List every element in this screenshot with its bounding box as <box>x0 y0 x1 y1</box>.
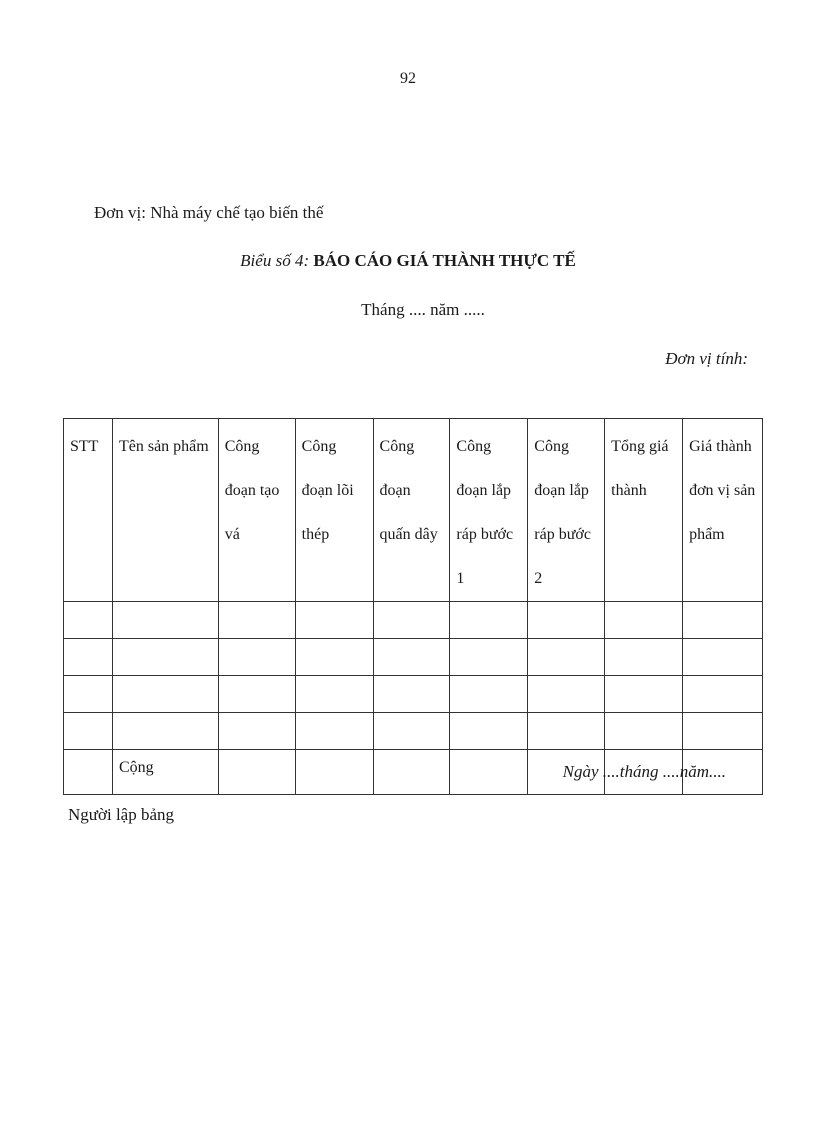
unit-line: Đơn vị: Nhà máy chế tạo biến thế <box>94 203 324 222</box>
table-row <box>64 602 763 639</box>
table-cell <box>112 713 218 750</box>
header-stage-core: Công đoạn lõi thép <box>295 419 373 602</box>
table-cell <box>528 602 605 639</box>
table-cell <box>528 676 605 713</box>
table-cell <box>683 713 763 750</box>
table-cell <box>218 713 295 750</box>
table-cell <box>373 750 450 795</box>
table-cell <box>112 639 218 676</box>
total-label: Cộng <box>112 750 218 795</box>
table-cell <box>605 713 683 750</box>
form-prefix: Biểu số 4: <box>240 251 310 270</box>
table-cell <box>218 639 295 676</box>
cost-report-table <box>63 418 763 795</box>
table-cell <box>64 602 113 639</box>
form-main-title: BÁO CÁO GIÁ THÀNH THỰC TẾ <box>313 251 576 270</box>
report-period: Tháng .... năm ..... <box>361 300 485 319</box>
table-cell <box>450 639 528 676</box>
table-cell <box>64 750 113 795</box>
table-cell <box>373 713 450 750</box>
table-cell <box>605 602 683 639</box>
table-cell <box>218 750 295 795</box>
table-cell <box>64 676 113 713</box>
table-cell <box>528 713 605 750</box>
table-cell <box>528 639 605 676</box>
table-cell <box>605 676 683 713</box>
table-row <box>64 713 763 750</box>
table-row <box>64 639 763 676</box>
table-cell <box>64 713 113 750</box>
table-cell <box>64 639 113 676</box>
header-stage-winding: Công đoạn quấn dây <box>373 419 450 602</box>
table-cell <box>295 713 373 750</box>
table-cell <box>683 639 763 676</box>
table-cell <box>450 602 528 639</box>
header-stage-shell: Công đoạn tạo vá <box>218 419 295 602</box>
form-title <box>0 251 816 271</box>
table-cell <box>218 676 295 713</box>
table-cell <box>295 750 373 795</box>
table-cell <box>112 676 218 713</box>
header-stage-assembly-1: Công đoạn lắp ráp bước 1 <box>450 419 528 602</box>
header-stt: STT <box>64 419 113 602</box>
table-cell <box>450 676 528 713</box>
page-number: 92 <box>400 70 416 87</box>
signer-label: Người lập bảng <box>68 805 175 824</box>
table-cell <box>683 602 763 639</box>
table-row <box>64 676 763 713</box>
table-cell <box>112 602 218 639</box>
header-unit-cost: Giá thành đơn vị sản phẩm <box>683 419 763 602</box>
table-cell <box>295 676 373 713</box>
header-stage-assembly-2: Công đoạn lắp ráp bước 2 <box>528 419 605 602</box>
table-cell <box>373 602 450 639</box>
table-cell <box>295 639 373 676</box>
currency-unit: Đơn vị tính: <box>665 349 748 368</box>
date-line: Ngày ....tháng ....năm.... <box>562 762 726 781</box>
header-product-name: Tên sản phẩm <box>112 419 218 602</box>
table-cell <box>373 676 450 713</box>
table-cell <box>218 602 295 639</box>
table-cell <box>373 639 450 676</box>
table-cell <box>450 713 528 750</box>
table-header-row <box>64 419 763 602</box>
table-cell <box>605 639 683 676</box>
table-cell <box>683 676 763 713</box>
table-cell <box>295 602 373 639</box>
header-total-cost: Tổng giá thành <box>605 419 683 602</box>
table-cell <box>450 750 528 795</box>
